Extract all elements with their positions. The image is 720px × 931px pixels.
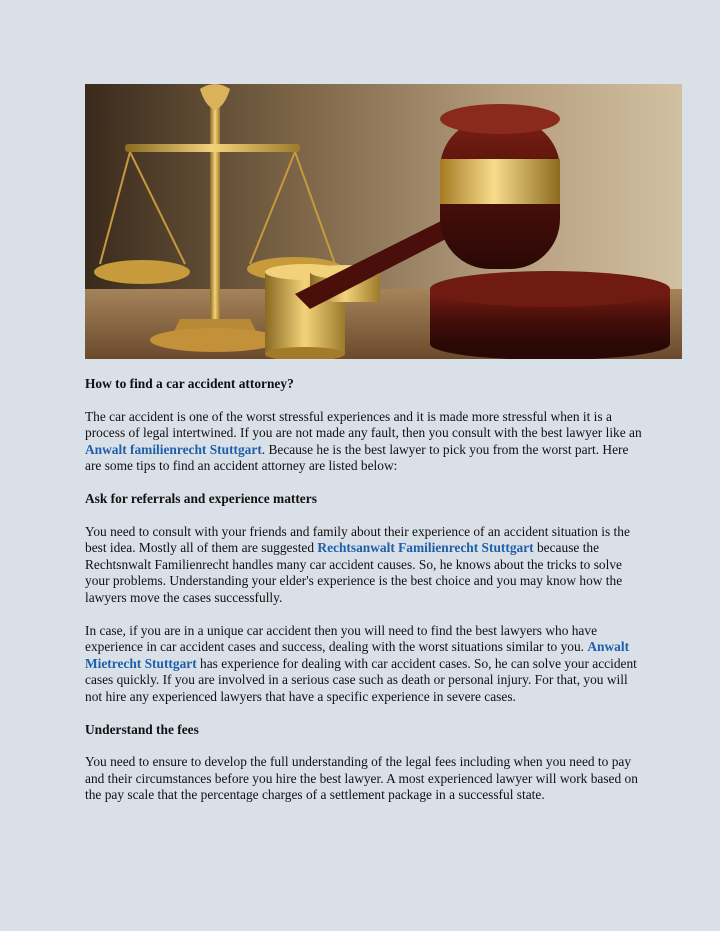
link-anwalt-mietrecht[interactable]: Anwalt Mietrecht Stuttgart	[85, 639, 630, 671]
heading-referrals: Ask for referrals and experience matters	[85, 490, 317, 506]
link-anwalt-familienrecht[interactable]: Anwalt familienrecht Stuttgart	[85, 441, 262, 457]
link-rechtsanwalt-familienrecht[interactable]: Rechtsanwalt Familienrecht Stuttgart	[317, 540, 534, 556]
article-body	[85, 376, 645, 820]
paragraph-fees: You need to ensure to develop the full understanding of the legal fees including when you need to pay and their circumstances before you hire the best lawyer. A most experienced lawyer will work based on the pay scale that the percentage charges of a settlement package in a successful state.	[85, 754, 638, 803]
paragraph-intro: The car accident is one of the worst stressful experiences and it is made more stressful when it is a process of legal intertwined. If you are not made any fault, then you consult with the best lawyer like an Anwalt familienrecht Stuttgart. Because he is the best lawyer to pick you from the worst part. Here are some tips to find an accident attorney are listed below:	[85, 408, 642, 474]
heading-find-attorney: How to find a car accident attorney?	[85, 376, 294, 391]
paragraph-referrals: You need to consult with your friends and family about their experience of an accident situation is the best idea. Mostly all of them are suggested Rechtsanwalt Familienrecht Stuttgart because the Rechtsnwalt Familienrecht handles many car accident causes. So, he knows about the tricks to solve your problems. Understanding your elder's experience is the best choice and you may know how the lawyers move the cases successfully.	[85, 523, 630, 605]
paragraph-unique-case: In case, if you are in a unique car accident then you will need to find the best lawyers who have experience in car accident cases and success, dealing with the worst situations similar to you. Anwalt Mietrecht Stuttgart has experience for dealing with car accident cases. So, he can solve your accident cases quickly. If you are involved in a serious case such as death or personal injury. For that, you will not hire any experienced lawyers that have a specific experience in severe cases.	[85, 622, 637, 704]
heading-fees: Understand the fees	[85, 721, 199, 737]
law-scales-gavel-image	[85, 84, 682, 359]
